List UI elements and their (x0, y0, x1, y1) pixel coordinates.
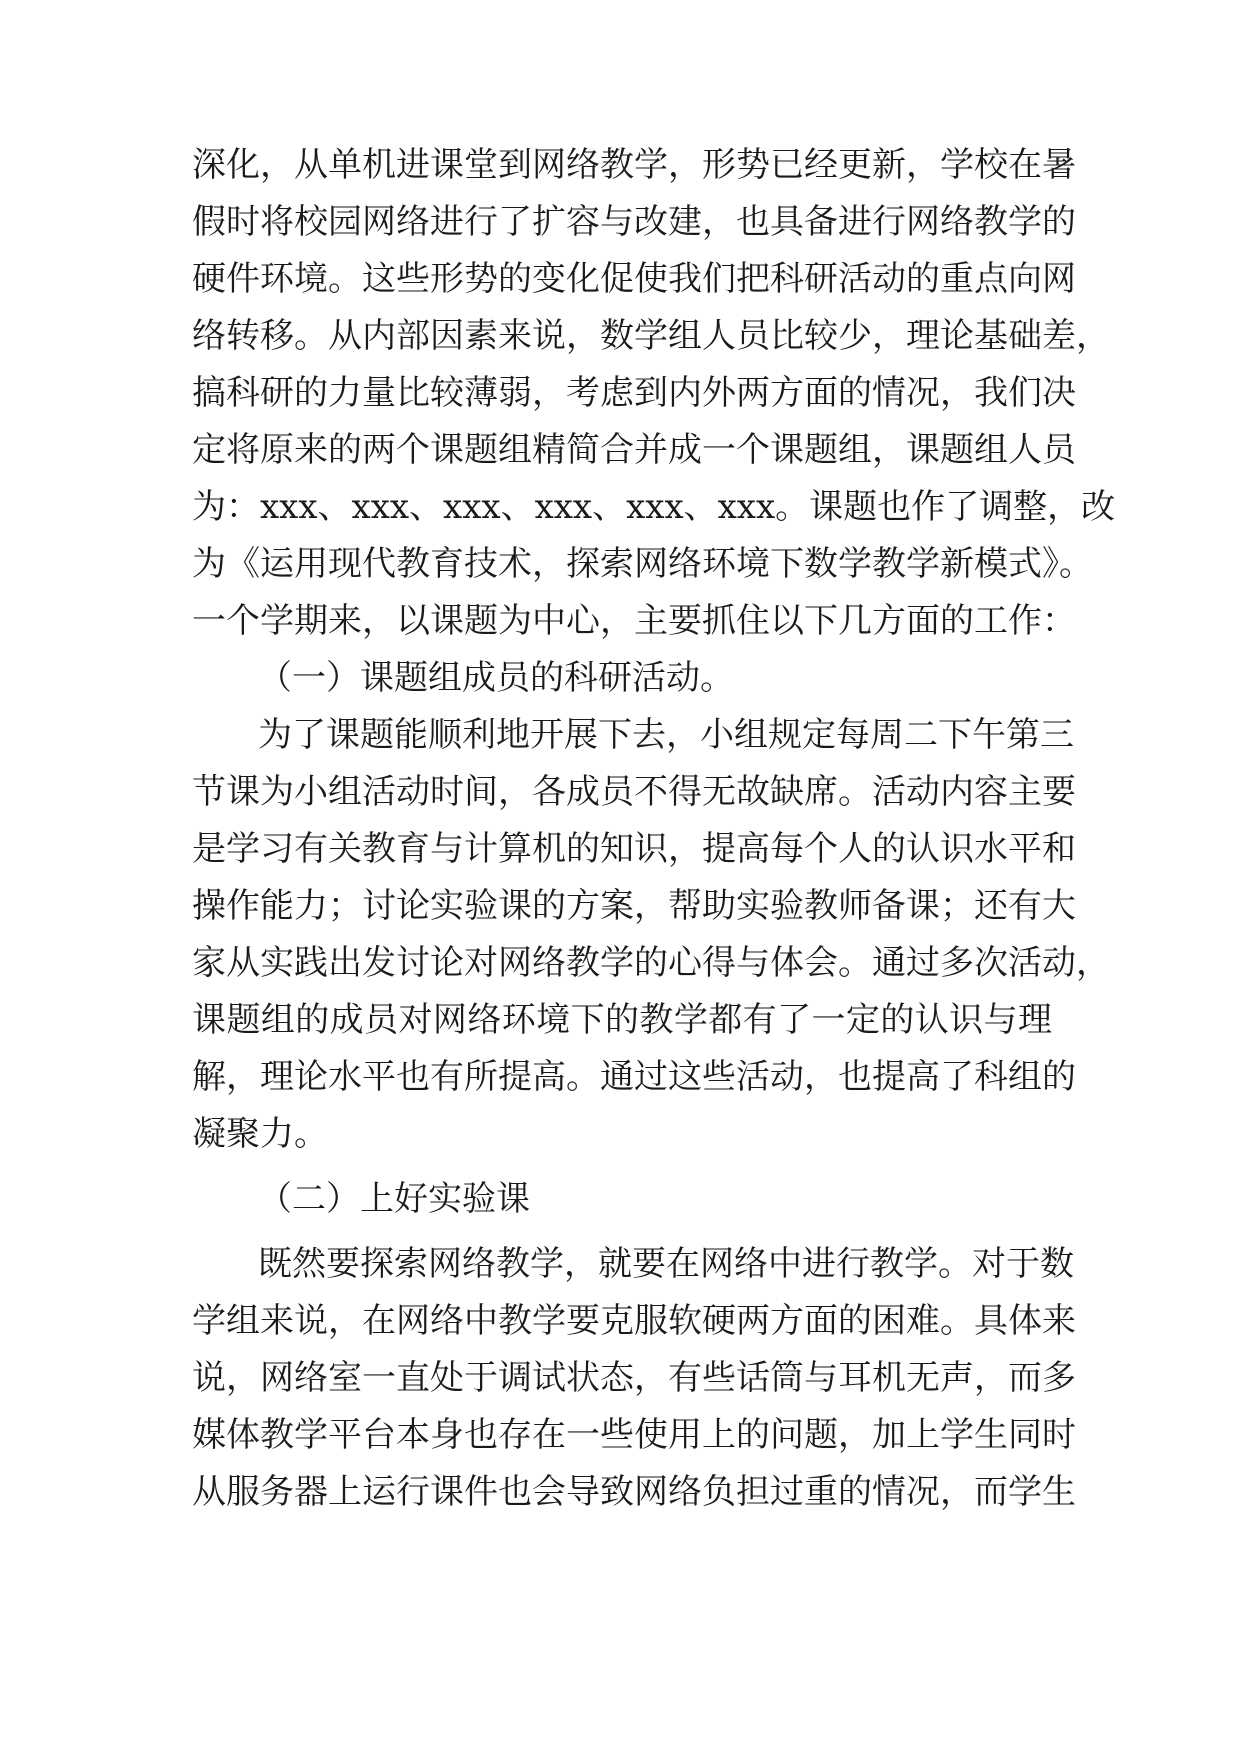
text-line: 一个学期来，以课题为中心，主要抓住以下几方面的工作： (192, 601, 1076, 641)
text-line: 为了课题能顺利地开展下去，小组规定每周二下午第三 (258, 715, 1074, 755)
text-line: 定将原来的两个课题组精简合并成一个课题组，课题组人员 (192, 430, 1076, 470)
text-line: 解，理论水平也有所提高。通过这些活动，也提高了科组的 (192, 1057, 1076, 1097)
text-line: 家从实践出发讨论对网络教学的心得与体会。通过多次活动， (192, 943, 1110, 983)
text-line: 说，网络室一直处于调试状态，有些话筒与耳机无声，而多 (192, 1358, 1076, 1398)
text-line: 从服务器上运行课件也会导致网络负担过重的情况，而学生 (192, 1472, 1076, 1512)
text-line: 为《运用现代教育技术，探索网络环境下数学教学新模式》。 (192, 544, 1093, 584)
text-line: 假时将校园网络进行了扩容与改建，也具备进行网络教学的 (192, 202, 1076, 242)
text-line: 媒体教学平台本身也存在一些使用上的问题，加上学生同时 (192, 1415, 1076, 1455)
section-heading: （一）课题组成员的科研活动。 (258, 658, 734, 698)
text-line: 是学习有关教育与计算机的知识，提高每个人的认识水平和 (192, 829, 1076, 869)
text-line: 凝聚力。 (192, 1114, 328, 1154)
text-line: 搞科研的力量比较薄弱，考虑到内外两方面的情况，我们决 (192, 373, 1076, 413)
text-line: 为：xxx、xxx、xxx、xxx、xxx、xxx。课题也作了调整，改 (192, 487, 1116, 527)
section-heading: （二）上好实验课 (258, 1179, 530, 1219)
text-line: 硬件环境。这些形势的变化促使我们把科研活动的重点向网 (192, 259, 1076, 299)
text-line: 操作能力；讨论实验课的方案，帮助实验教师备课；还有大 (192, 886, 1076, 926)
text-line: 络转移。从内部因素来说，数学组人员比较少，理论基础差， (192, 316, 1110, 356)
text-line: 课题组的成员对网络环境下的教学都有了一定的认识与理 (192, 1000, 1052, 1040)
text-line: 节课为小组活动时间，各成员不得无故缺席。活动内容主要 (192, 772, 1076, 812)
text-line: 学组来说，在网络中教学要克服软硬两方面的困难。具体来 (192, 1301, 1076, 1341)
text-line: 既然要探索网络教学，就要在网络中进行教学。对于数 (258, 1244, 1074, 1284)
text-line: 深化，从单机进课堂到网络教学，形势已经更新，学校在暑 (192, 145, 1076, 185)
